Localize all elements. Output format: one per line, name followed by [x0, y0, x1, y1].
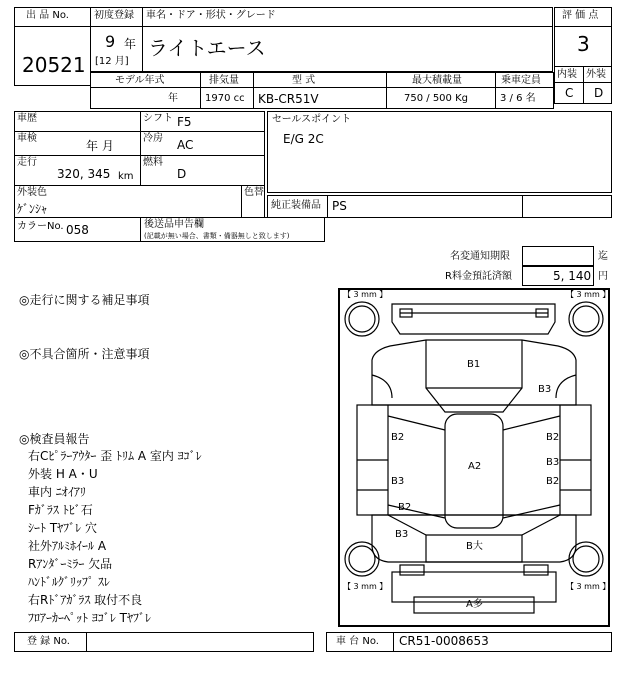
spec-divider-h: [90, 87, 554, 88]
score-divider-1: [554, 26, 612, 27]
damage-left-rear-b2: B2: [398, 502, 412, 513]
damage-roof: A2: [468, 461, 482, 472]
equipment-label: 純正装備品: [271, 200, 321, 211]
sales-point-label: セールスポイント: [272, 114, 352, 125]
capacity-label: 乗車定員: [501, 75, 541, 86]
color-no-divider: [140, 217, 141, 242]
interior-grade: C: [565, 86, 574, 100]
first-reg-month: [12 月]: [95, 56, 129, 67]
damage-front-right-fender: B3: [538, 384, 552, 395]
registration-divider: [86, 632, 87, 652]
model-year-value: 年: [168, 93, 178, 104]
damage-rear-glass: B大: [466, 541, 483, 552]
color-box: [14, 185, 265, 218]
car-name-label: 車名・ドア・形状・グレード: [146, 10, 276, 21]
damage-right-rear-b3: B3: [546, 457, 560, 468]
exterior-grade: D: [594, 86, 604, 100]
first-reg-year: 9: [105, 32, 116, 51]
report-line: Rｱﾝﾀﾞｰﾐﾗｰ 欠品: [28, 557, 113, 571]
score-divider-v: [583, 66, 584, 104]
inspection-value: 年 月: [86, 139, 114, 153]
displacement-label: 排気量: [209, 75, 239, 86]
chassis-divider: [393, 632, 394, 652]
report-line: ﾌﾛｱｰｶｰﾍﾟｯﾄ ﾖｺﾞﾚ Tﾔﾌﾞﾚ: [28, 611, 151, 625]
fuel-label: 燃料: [143, 157, 163, 168]
chassis-number: CR51-0008653: [399, 634, 489, 648]
damage-hood: B1: [467, 359, 481, 370]
car-diagram-frame: [338, 288, 610, 627]
sales-point-value: E/G 2C: [283, 132, 324, 146]
first-reg-year-unit: 年: [124, 37, 137, 51]
inspector-report-lines: [28, 447, 328, 627]
first-reg-label: 初度登録: [94, 10, 134, 21]
tire-depth-fr: 【 3 mm 】: [566, 290, 611, 299]
car-name: ライトエース: [148, 36, 266, 60]
report-line: 車内 ﾆｵｲｱﾘ: [28, 485, 86, 499]
spec-divider-3: [386, 72, 387, 109]
color-no-value: 058: [66, 223, 89, 237]
tire-depth-fl: 【 3 mm 】: [343, 290, 388, 299]
recycle-label: R料金預託済額: [445, 271, 512, 282]
mileage-value: 320, 345: [57, 167, 111, 181]
type-label: 型 式: [292, 75, 316, 86]
displacement-value: 1970 cc: [205, 93, 245, 104]
score-label: 評 価 点: [562, 10, 599, 21]
exterior-label: 外装: [586, 69, 606, 80]
first-reg-divider: [142, 7, 143, 72]
inspector-report-heading: ◎検査員報告: [19, 432, 90, 446]
declare-note: (記載が無い場合、書類・備器無しと致します): [144, 232, 290, 240]
header-row-divider: [90, 26, 553, 27]
damage-right-rear-b2: B2: [546, 476, 560, 487]
score-value: 3: [577, 32, 590, 56]
mileage-label: 走行: [17, 157, 37, 168]
damage-left-rear-upper: B3: [391, 476, 405, 487]
history-label: 車歴: [17, 113, 37, 124]
spec-divider-4: [495, 72, 496, 109]
name-change-field: [522, 246, 594, 266]
recycle-value: 5, 140: [553, 269, 592, 283]
name-change-unit: 迄: [598, 251, 608, 262]
report-line: ｼｰﾄ Tﾔﾌﾞﾚ 穴: [28, 521, 97, 535]
report-line: 右Cﾋﾟﾗｰｱｳﾀｰ 歪 ﾄﾘﾑ A 室内 ﾖｺﾞﾚ: [28, 449, 202, 463]
driving-notes-heading: ◎走行に関する補足事項: [19, 293, 150, 307]
damage-left-front-door: B2: [391, 432, 405, 443]
equipment-extra-box: [522, 195, 612, 218]
chassis-label: 車 台 No.: [336, 636, 379, 647]
name-change-label: 名変通知期限: [450, 251, 510, 262]
color-label: 外装色: [17, 187, 47, 198]
damage-right-front-door: B2: [546, 432, 560, 443]
damage-rear-bumper: A多: [466, 599, 483, 610]
tire-depth-rr: 【 3 mm 】: [566, 582, 611, 591]
spec-divider-2: [253, 72, 254, 109]
inspection-label: 車検: [17, 133, 37, 144]
fuel-value: D: [177, 167, 187, 181]
interior-label: 内装: [557, 69, 577, 80]
type-value: KB-CR51V: [258, 92, 319, 106]
color-no-label: カラーNo.: [17, 221, 64, 232]
equipment-value: PS: [332, 199, 347, 213]
color-value: ｹﾞﾝｼｬ: [17, 202, 48, 216]
report-line: 外装 H A・U: [28, 467, 98, 481]
declare-label: 後送品申告欄: [144, 219, 204, 230]
max-load-label: 最大積載量: [412, 75, 462, 86]
report-line: ﾊﾝﾄﾞﾙｸﾞﾘｯﾌﾟ ｽﾚ: [28, 575, 110, 589]
spec-divider-1: [200, 72, 201, 109]
registration-label: 登 録 No.: [27, 636, 70, 647]
repaint-label: 色替: [244, 187, 264, 198]
ac-label: 冷房: [143, 133, 163, 144]
defects-heading: ◎不具合箇所・注意事項: [19, 347, 150, 361]
report-line: Fｶﾞﾗｽ ﾄﾋﾞ石: [28, 503, 93, 517]
info-divider-v: [140, 111, 141, 186]
damage-left-rear-b3: B3: [395, 529, 409, 540]
max-load-value: 750 / 500 Kg: [404, 93, 468, 104]
ac-value: AC: [177, 138, 194, 152]
report-line: 社外ｱﾙﾐﾎｲｰﾙ A: [28, 539, 107, 553]
shift-value: F5: [177, 115, 192, 129]
color-divider-v: [241, 185, 242, 218]
shift-label: シフト: [143, 113, 173, 124]
report-line: 右Rﾄﾞｱｶﾞﾗｽ 取付不良: [28, 593, 143, 607]
lot-label: 出 品 No.: [26, 10, 69, 21]
recycle-unit: 円: [598, 271, 608, 282]
tire-depth-rl: 【 3 mm 】: [343, 582, 388, 591]
lot-number: 20521: [22, 53, 86, 77]
mileage-unit: km: [118, 171, 134, 182]
equipment-divider: [327, 195, 328, 218]
model-year-label: モデル年式: [115, 75, 165, 86]
capacity-value: 3 / 6 名: [500, 93, 536, 104]
